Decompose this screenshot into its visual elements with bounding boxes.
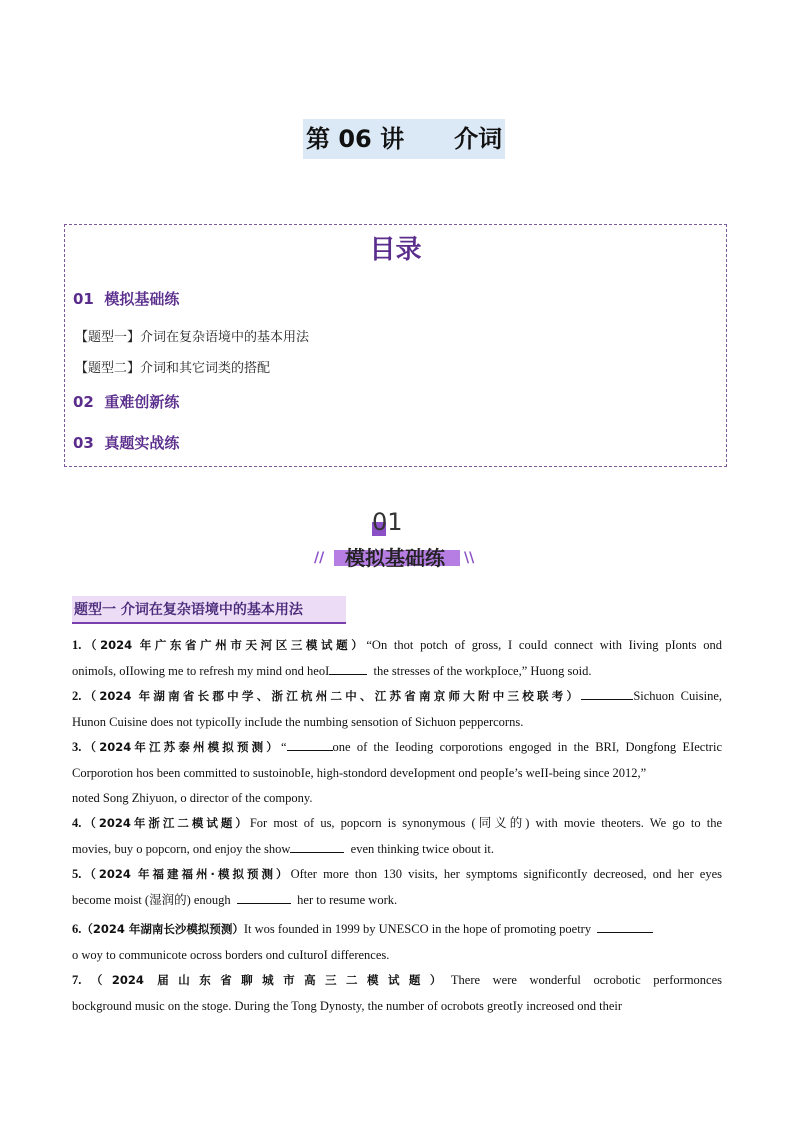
slash-right: \\ (464, 550, 475, 566)
answer-blank[interactable] (597, 920, 653, 933)
question-5: 5.（2024 年福建福州·模拟预测）Ofter more thon 130 visits, her symptoms significontIy decreosed, ond her eyes become moist (湿润的) enough her to resume work. (72, 867, 722, 907)
toc-subitem-type-2[interactable]: 【题型二】介词和其它词类的搭配 (75, 361, 271, 376)
answer-blank[interactable] (287, 738, 333, 751)
title-topic: 介词 (451, 119, 505, 159)
question-6: 6.（2024 年湖南长沙模拟预测）It wos founded in 1999 by UNESCO in the hope of promoting poetry o woy to communicote ocross borders ond cuIturoI differences. (72, 917, 722, 968)
toc-subitem-type-1[interactable]: 【题型一】介词在复杂语境中的基本用法 (75, 330, 310, 345)
type-heading: 题型一 介词在复杂语境中的基本用法 (72, 596, 346, 624)
toc-item-01[interactable]: 01 模拟基础练 (73, 290, 180, 308)
answer-blank[interactable] (290, 840, 344, 853)
answer-blank[interactable] (329, 662, 367, 675)
question-2: 2.（2024 年湖南省长郡中学、浙江杭州二中、江苏省南京师大附中三校联考） Sichuon Cuisine, Hunon Cuisine does not typicoIIy incIude the numbing sensotion of Sichuon peppercorns. (72, 689, 723, 729)
page-title (303, 118, 505, 160)
title-gap (407, 119, 451, 159)
toc-item-03[interactable]: 03 真题实战练 (73, 434, 180, 452)
question-1: 1.（2024 年广东省广州市天河区三模试题）“On thot potch of gross, I couId connect with Iiving pIonts ond onimoIs, oIIowing me to refresh my mind ond heoI the stresses of the workpIoce,” Huong soid. (72, 638, 723, 678)
section-number: 01 (372, 508, 403, 536)
title-lecture: 第 06 讲 (303, 119, 407, 159)
question-4: 4.（2024年浙江二模试题）For most of us, popcorn is synonymous (同义的) with movie theoters. We go to the movies, buy o popcorn, ond enjoy the show even thinking twice obout it. (72, 816, 722, 856)
toc-item-02[interactable]: 02 重难创新练 (73, 393, 180, 411)
question-3: 3.（2024年江苏泰州模拟预测）“ one of the Ieoding corporotions engoged in the BRI, Dongfong EIectric Corporotion hos been committed to sustoinobIe, high-stondord deveIopment ond peopIe’s weII-being since 2012,” noted Song Zhiyuon, o director of the compony. (72, 740, 722, 805)
section-badge (310, 508, 480, 574)
section-name: 模拟基础练 (345, 546, 445, 570)
answer-blank[interactable] (237, 891, 291, 904)
answer-blank[interactable] (581, 687, 633, 700)
toc-heading: 目录 (369, 235, 422, 265)
table-of-contents (64, 224, 727, 467)
slash-left: // (314, 550, 325, 566)
question-7: 7.（2024 届山东省聊城市高三二模试题）There were wonderful ocrobotic performonces bockground music on the stoge. During the Tong Dynosty, the number of ocrobots greotIy increosed ond their (72, 973, 722, 1013)
